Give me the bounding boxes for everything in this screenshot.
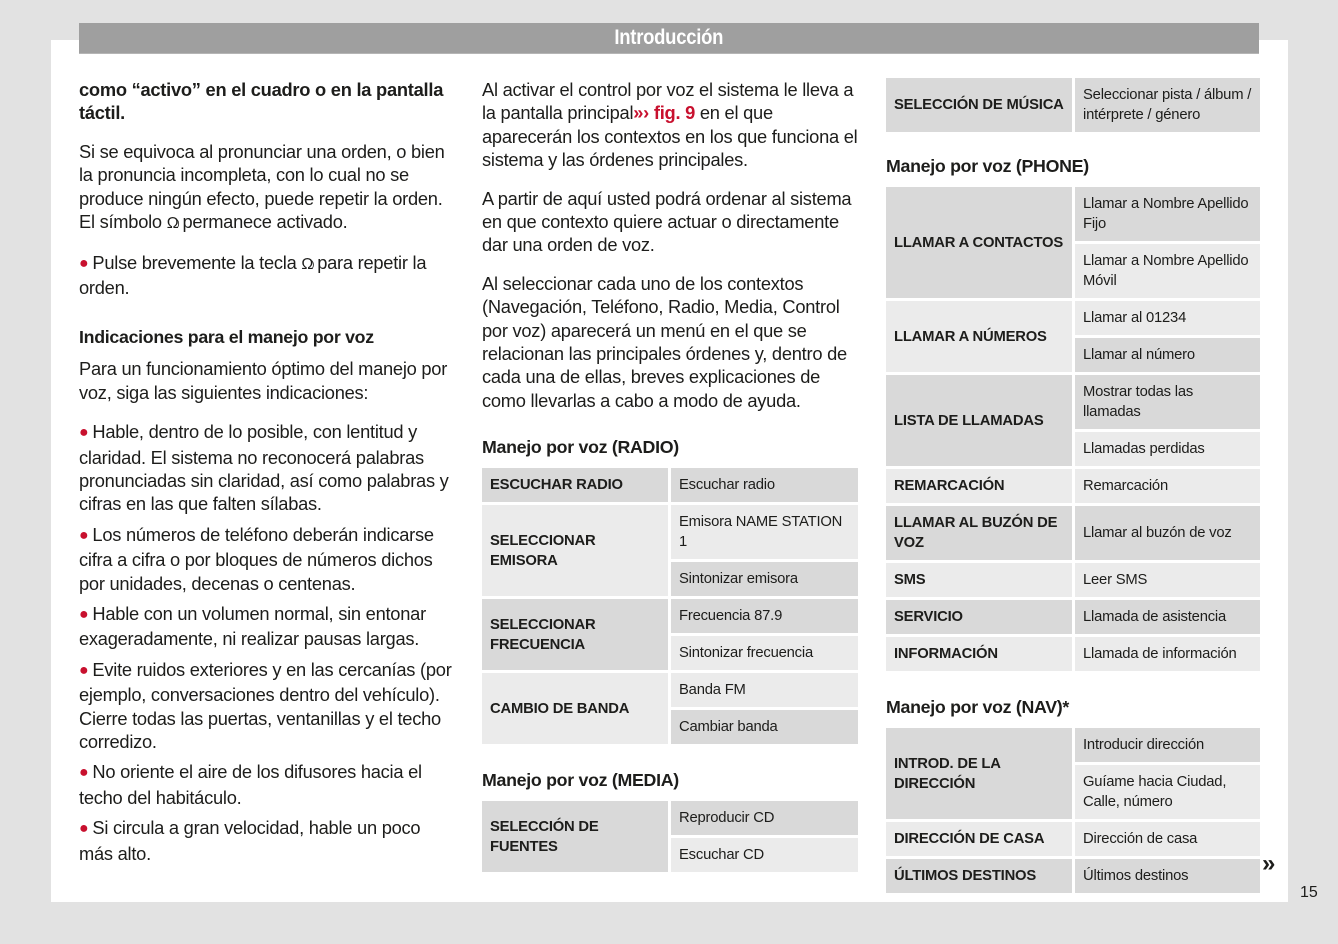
command-value-cell: Llamar a Nombre Apellido Móvil — [1075, 244, 1260, 298]
command-value-cell: Sintonizar frecuencia — [671, 636, 858, 670]
table-row — [886, 301, 1260, 335]
command-key-cell: INFORMACIÓN — [886, 637, 1072, 671]
command-key-cell: DIRECCIÓN DE CASA — [886, 822, 1072, 856]
command-value-cell: Llamar al buzón de voz — [1075, 506, 1260, 560]
command-key-cell: SELECCIONAR EMISORA — [482, 505, 668, 596]
command-key-cell: INTROD. DE LA DIRECCIÓN — [886, 728, 1072, 819]
voice-tip-item: ● Evite ruidos exteriores y en las cercanías (por ejemplo, conversaciones dentro del vehículo). Cierre todas las puertas, ventanillas y el techo corredizo. — [79, 658, 452, 753]
section-header-bar — [79, 23, 1259, 54]
bullet-icon: ● — [79, 606, 89, 624]
voice-control-icon: Ω) — [301, 255, 313, 273]
table-row — [886, 563, 1260, 597]
intro-bold-text: como “activo” en el cuadro o en la pantalla táctil. — [79, 79, 444, 124]
command-key-cell: SELECCIONAR FRECUENCIA — [482, 599, 668, 670]
command-key-cell: ÚLTIMOS DESTINOS — [886, 859, 1072, 893]
table-row — [886, 728, 1260, 762]
media-commands-table — [479, 798, 861, 875]
continue-arrow-icon: » — [1262, 850, 1276, 877]
command-value-cell: Banda FM — [671, 673, 858, 707]
nav-heading: Manejo por voz (NAV)* — [886, 697, 1070, 717]
bullet-icon: ● — [79, 820, 89, 838]
bullet-icon: ● — [79, 764, 89, 782]
command-value-cell: Reproducir CD — [671, 801, 858, 835]
right-column — [886, 75, 1260, 896]
command-value-cell: Escuchar radio — [671, 468, 858, 502]
table-row — [482, 673, 858, 707]
bullet-icon: ● — [79, 661, 89, 679]
context-paragraph: A partir de aquí usted podrá ordenar al sistema en que contexto quiere actuar o directamente dar una orden de voz. — [482, 187, 852, 256]
table-row — [886, 600, 1260, 634]
voice-tip-item: ● No oriente el aire de los difusores hacia el techo del habitáculo. — [79, 761, 422, 808]
table-row — [482, 599, 858, 633]
table-row — [886, 637, 1260, 671]
voice-tip-item: ● Los números de teléfono deberán indicarse cifra a cifra o por bloques de números dichos por unidades, decenas o centenas. — [79, 523, 434, 594]
phone-heading: Manejo por voz (PHONE) — [886, 156, 1089, 176]
command-value-cell: Introducir dirección — [1075, 728, 1260, 762]
voice-tips-list — [79, 420, 453, 865]
bullet-icon: ● — [79, 424, 89, 442]
voice-tips-intro: Para un funcionamiento óptimo del manejo por voz, siga las siguientes indicaciones: — [79, 358, 448, 403]
table-row — [886, 822, 1260, 856]
command-value-cell: Escuchar CD — [671, 838, 858, 872]
middle-column — [482, 78, 858, 875]
media-continued-table — [883, 75, 1263, 135]
command-key-cell: REMARCACIÓN — [886, 469, 1072, 503]
main-screen-paragraph: Al activar el control por voz el sistema le lleva a la pantalla principal»› fig. 9 en el que aparecerán los contextos en los que funciona el sistema y las órdenes principales. — [482, 79, 858, 171]
voice-tip-item: ● Si circula a gran velocidad, hable un poco más alto. — [79, 817, 421, 864]
command-value-cell: Seleccionar pista / álbum / intérprete / género — [1075, 78, 1260, 132]
radio-commands-table — [479, 465, 861, 747]
table-row — [886, 469, 1260, 503]
command-key-cell: CAMBIO DE BANDA — [482, 673, 668, 744]
table-row — [886, 78, 1260, 132]
bullet-icon: ● — [79, 526, 89, 544]
voice-control-icon: Ω) — [166, 215, 178, 233]
command-value-cell: Llamada de asistencia — [1075, 600, 1260, 634]
bullet-icon: ● — [79, 254, 89, 272]
command-value-cell: Emisora NAME STATION 1 — [671, 505, 858, 559]
table-row — [482, 801, 858, 835]
command-value-cell: Llamar al número — [1075, 338, 1260, 372]
command-key-cell: SELECCIÓN DE FUENTES — [482, 801, 668, 872]
table-row — [886, 375, 1260, 429]
phone-commands-table — [883, 184, 1263, 674]
command-value-cell: Llamada de información — [1075, 637, 1260, 671]
page-number: 15 — [1300, 884, 1318, 901]
command-key-cell: SERVICIO — [886, 600, 1072, 634]
voice-tips-heading: Indicaciones para el manejo por voz — [79, 327, 374, 348]
command-key-cell: SMS — [886, 563, 1072, 597]
command-value-cell: Guíame hacia Ciudad, Calle, número — [1075, 765, 1260, 819]
repeat-order-paragraph: Si se equivoca al pronunciar una orden, o bien la pronuncia incompleta, con lo cual no se produce ningún efecto, puede repetir la orden. El símbolo Ω) permanece activado. — [79, 140, 453, 236]
voice-tip-item: ● Hable, dentro de lo posible, con lentitud y claridad. El sistema no reconocerá palabras pronunciadas sin claridad, así como palabras y cifras en las que falten sílabas. — [79, 421, 449, 515]
radio-heading: Manejo por voz (RADIO) — [482, 437, 679, 458]
menu-paragraph: Al seleccionar cada uno de los contextos (Navegación, Teléfono, Radio, Media, Control por voz) aparecerá un menú en el que se relacionan las principales órdenes y, dentro de cada una de ellas, breves explicaciones de como llevarlas a cabo a modo de ayuda. — [482, 272, 847, 411]
nav-commands-table — [883, 725, 1263, 896]
command-value-cell: Últimos destinos — [1075, 859, 1260, 893]
command-key-cell: LLAMAR A NÚMEROS — [886, 301, 1072, 372]
command-key-cell: LLAMAR A CONTACTOS — [886, 187, 1072, 298]
command-key-cell: LISTA DE LLAMADAS — [886, 375, 1072, 466]
command-value-cell: Sintonizar emisora — [671, 562, 858, 596]
command-value-cell: Dirección de casa — [1075, 822, 1260, 856]
command-key-cell: LLAMAR AL BUZÓN DE VOZ — [886, 506, 1072, 560]
command-value-cell: Mostrar todas las llamadas — [1075, 375, 1260, 429]
table-row — [482, 468, 858, 502]
figure-link[interactable]: fig. 9 — [653, 102, 696, 124]
table-row — [886, 187, 1260, 241]
command-value-cell: Llamadas perdidas — [1075, 432, 1260, 466]
command-value-cell: Cambiar banda — [671, 710, 858, 744]
command-key-cell: SELECCIÓN DE MÚSICA — [886, 78, 1072, 132]
command-value-cell: Llamar al 01234 — [1075, 301, 1260, 335]
table-row — [886, 506, 1260, 560]
command-value-cell: Llamar a Nombre Apellido Fijo — [1075, 187, 1260, 241]
section-title: Introducción — [614, 26, 724, 49]
voice-tip-item: ● Hable con un volumen normal, sin entonar exageradamente, ni realizar pausas largas. — [79, 603, 426, 650]
command-value-cell: Leer SMS — [1075, 563, 1260, 597]
left-column — [79, 78, 453, 872]
command-value-cell: Remarcación — [1075, 469, 1260, 503]
command-key-cell: ESCUCHAR RADIO — [482, 468, 668, 502]
repeat-order-bullet: ● Pulse brevemente la tecla Ω) para repetir la orden. — [79, 251, 427, 298]
media-heading: Manejo por voz (MEDIA) — [482, 770, 679, 791]
table-row — [886, 859, 1260, 893]
command-value-cell: Frecuencia 87.9 — [671, 599, 858, 633]
table-row — [482, 505, 858, 559]
reference-arrow-icon: »› — [633, 102, 650, 124]
